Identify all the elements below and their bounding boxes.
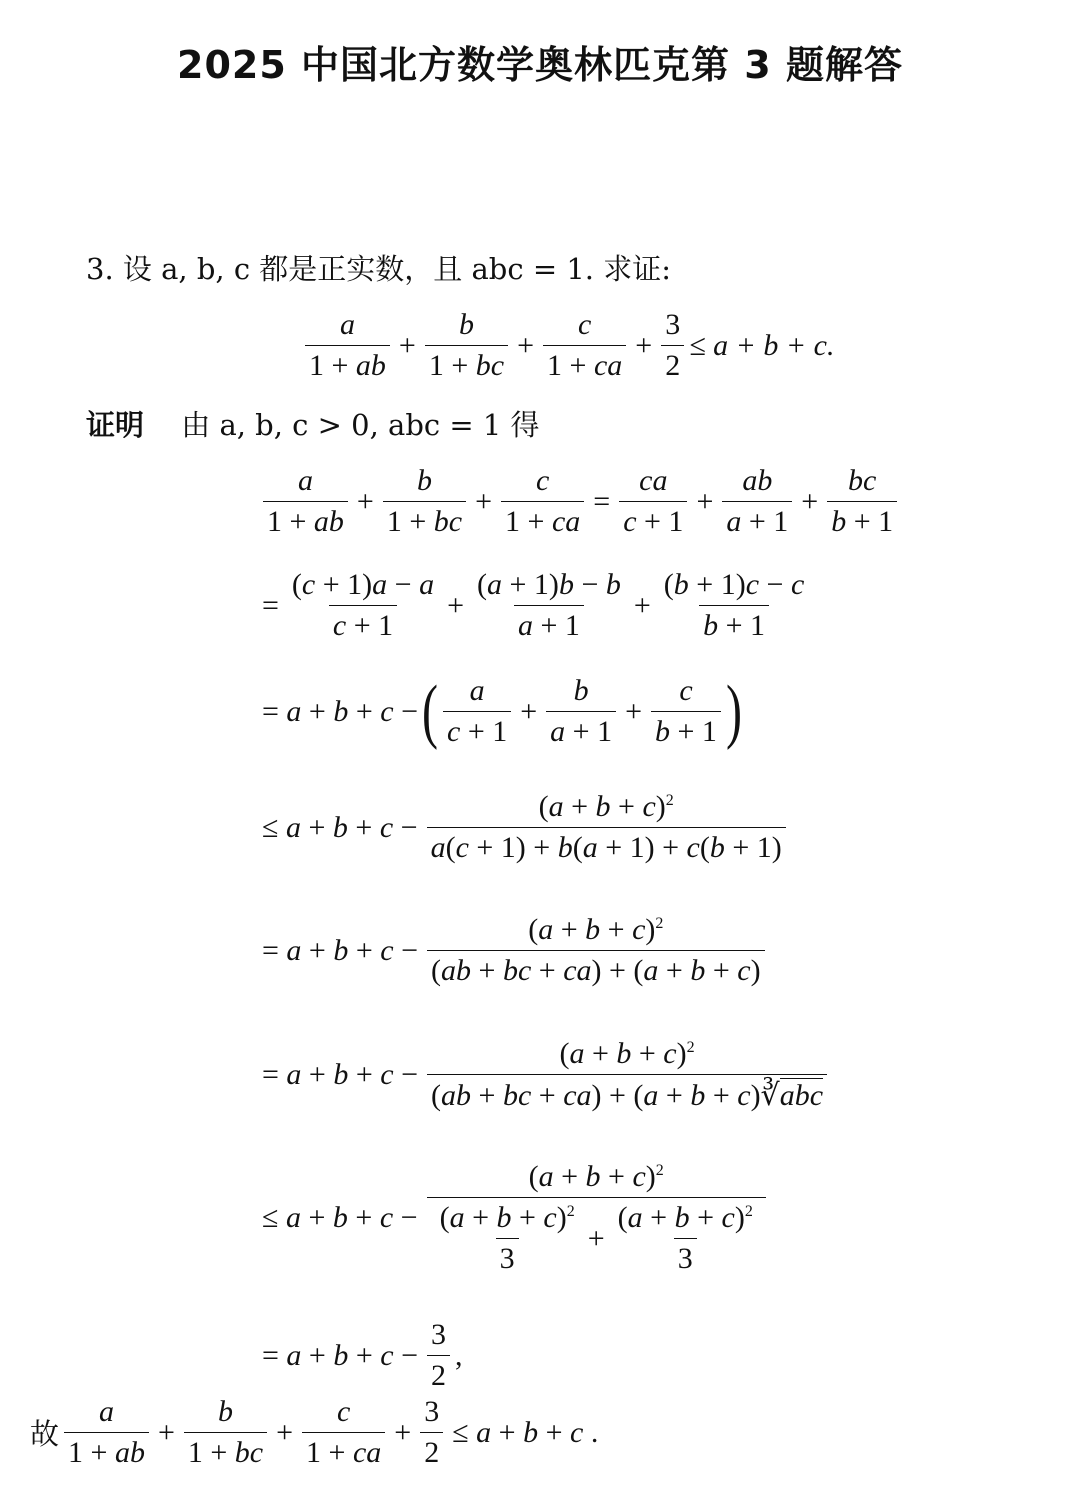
proof-step-6: = a + b + c − $\frac{(a + b + c)^2}{\text{(ab + bc + ca) + (a + b + c)∛abc}}$ [258, 1037, 832, 1113]
conclusion-prefix: 故 [30, 1417, 60, 1451]
proof-step-1: $\frac{a}{1 + ab}$ + $\frac{b}{1 + bc}$ + $\frac{c}{1 + ca}$ = $\frac{ca}{c + 1}$ + $\frac{ab}{a + 1}$ + $\frac{bc}{b + 1}$ [258, 464, 902, 539]
proof-step-2: = $\frac{(c + 1)a - a}{c + 1}$ + $\frac{(a + 1)b - b}{a + 1}$ + $\frac{(b + 1)c - c}{b + 1}$ [262, 568, 805, 642]
proof-step-5: = a + b + c − $\frac{(a + b + c)^2}{(ab + bc + ca) + (a + b + c)}$ [258, 913, 770, 988]
claim-rhs: ≤ a + b + c. [689, 328, 835, 362]
proof-step-4: ≤ a + b + c − $\frac{(a + b + c)^2}{a(c + 1) + b(a + 1) + c(b + 1)}$ [258, 790, 791, 865]
problem-number: 3. [86, 252, 114, 286]
proof-intro-text: 由 a, b, c > 0, abc = 1 得 [181, 408, 540, 442]
proof-intro [86, 403, 540, 444]
proof-label: 证明 [86, 408, 145, 442]
problem-text: 设 a, b, c 都是正实数，且 abc = 1. 求证: [122, 252, 672, 286]
problem-claim: $\frac{a}{1 + ab}$ + $\frac{b}{1 + bc}$ + $\frac{c}{1 + ca}$ + $\frac{3}{2}$ ≤ a + b + c. [300, 308, 834, 383]
proof-step-3: = a + b + c − ( $\frac{a}{c + 1}$ + $\frac{b}{a + 1}$ + $\frac{c}{b + 1}$ ) [262, 671, 742, 751]
proof-step-8: = a + b + c − $\frac{3}{2}$ , [262, 1318, 463, 1392]
proof-step-7: ≤ a + b + c − $(a + b + c)^2$ $\frac{(a + b + c)^2}{3}$ + $\frac{(a + b + c)^2}{3}$ [258, 1160, 771, 1276]
problem-statement [86, 247, 671, 288]
page-title: 2025 中国北方数学奥林匹克第 3 题解答 [177, 43, 903, 87]
proof-conclusion: 故 $\frac{a}{1 + ab}$ + $\frac{b}{1 + bc}$ + $\frac{c}{1 + ca}$ + $\frac{3}{2}$ ≤ a + b + c . [30, 1395, 599, 1469]
